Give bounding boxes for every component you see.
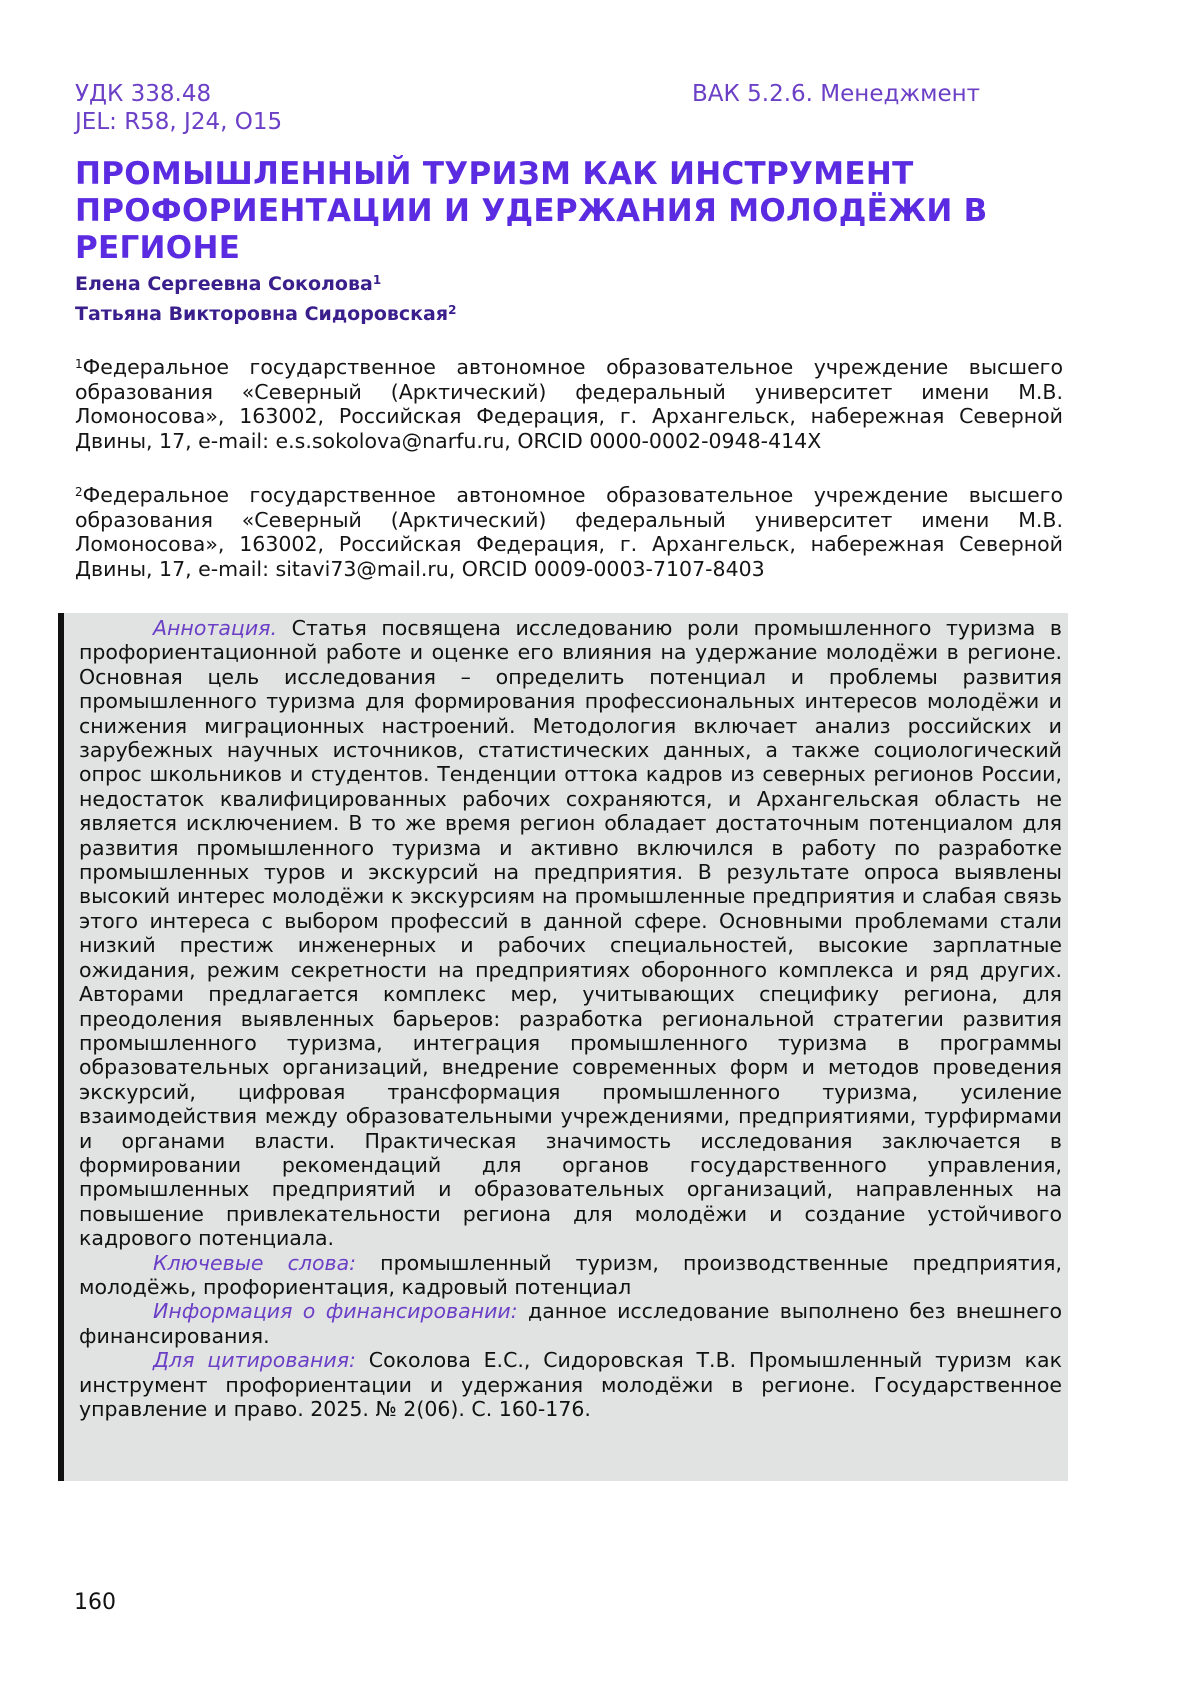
affiliation-1-mark: 1	[75, 357, 83, 371]
abstract-content	[79, 616, 1062, 1421]
abstract-text: Статья посвящена исследованию роли промышленного туризма в профориентационной работе и оценке его влияния на удержание молодёжи в регионе. Основная цель исследования – определить потенциал и проблемы развития промышленного туризма для формирования профессиональных интересов молодёжи и снижения миграционных настроений. Методология включает анализ российских и зарубежных научных источников, статистических данных, а также социологический опрос школьников и студентов. Тенденции оттока кадров из северных регионов России, недостаток квалифицированных рабочих сохраняются, и Архангельская область не является исключением. В то же время регион обладает достаточным потенциалом для развития промышленного туризма и активно включился в работу по разработке промышленных туров и экскурсий на предприятия. В результате опроса выявлены высокий интерес молодёжи к экскурсиям на промышленные предприятия и слабая связь этого интереса с выбором профессий в данной сфере. Основными проблемами стали низкий престиж инженерных и рабочих специальностей, высокие зарплатные ожидания, режим секретности на предприятиях оборонного комплекса и ряд других. Авторами предлагается комплекс мер, учитывающих специфику региона, для преодоления выявленных барьеров: разработка региональной стратегии развития промышленного туризма, интеграция промышленного туризма в программы образовательных организаций, внедрение современных форм и методов проведения экскурсий, цифровая трансформация промышленного туризма, усиление взаимодействия между образовательными учреждениями, предприятиями, турфирмами и органами власти. Практическая значимость исследования заключается в формировании рекомендаций для органов государственного управления, промышленных предприятий и образовательных организаций, направленных на повышение привлекательности региона для молодёжи и создание устойчивого кадрового потенциала.	[79, 616, 1062, 1250]
keywords-text: промышленный туризм, производственные предприятия, молодёжь, профориентация, кадровый потенциал	[79, 1251, 1062, 1299]
affiliation-2-mark: 2	[75, 485, 83, 499]
affiliation-1-text: Федеральное государственное автономное образовательное учреждение высшего образования «Северный (Арктический) федеральный университет имени М.В. Ломоносова», 163002, Российская Федерация, г. Архангельск, набережная Северной Двины, 17, e-mail: e.s.sokolova@narfu.ru, ORCID 0000-0002-0948-414X	[75, 355, 1063, 453]
affiliation-2-text: Федеральное государственное автономное образовательное учреждение высшего образования «Северный (Арктический) федеральный университет имени М.В. Ломоносова», 163002, Российская Федерация, г. Архангельск, набережная Северной Двины, 17, e-mail: sitavi73@mail.ru, ORCID 0009-0003-7107-8403	[75, 483, 1063, 581]
author-1	[75, 268, 381, 296]
abstract-paragraph	[79, 616, 1062, 1251]
funding-label: Информация о финансировании:	[153, 1299, 518, 1323]
abstract-box	[58, 613, 1068, 1481]
author-1-name: Елена Сергеевна Соколова	[75, 273, 373, 295]
affiliation-1	[75, 352, 1063, 453]
keywords-label: Ключевые слова:	[153, 1251, 356, 1275]
jel-codes: JEL: R58, J24, O15	[75, 108, 282, 136]
keywords-paragraph	[79, 1251, 1062, 1300]
citation-label: Для цитирования:	[153, 1348, 356, 1372]
citation-paragraph	[79, 1348, 1062, 1421]
abstract-label: Аннотация.	[153, 616, 277, 640]
funding-text: данное исследование выполнено без внешнего финансирования.	[79, 1299, 1062, 1347]
citation-text: Соколова Е.С., Сидоровская Т.В. Промышленный туризм как инструмент профориентации и удержания молодёжи в регионе. Государственное управление и право. 2025. № 2(06). С. 160-176.	[79, 1348, 1062, 1421]
udk-code: УДК 338.48	[75, 80, 211, 108]
author-2	[75, 298, 456, 326]
author-2-name: Татьяна Викторовна Сидоровская	[75, 303, 448, 325]
funding-paragraph	[79, 1299, 1062, 1348]
affiliation-2	[75, 480, 1063, 581]
author-1-mark: 1	[373, 273, 381, 287]
page-number: 160	[74, 1590, 116, 1615]
vak-code: ВАК 5.2.6. Менеджмент	[692, 80, 980, 108]
article-title: ПРОМЫШЛЕННЫЙ ТУРИЗМ КАК ИНСТРУМЕНТ ПРОФОРИЕНТАЦИИ И УДЕРЖАНИЯ МОЛОДЁЖИ В РЕГИОНЕ	[75, 156, 1035, 267]
author-2-mark: 2	[448, 303, 456, 317]
